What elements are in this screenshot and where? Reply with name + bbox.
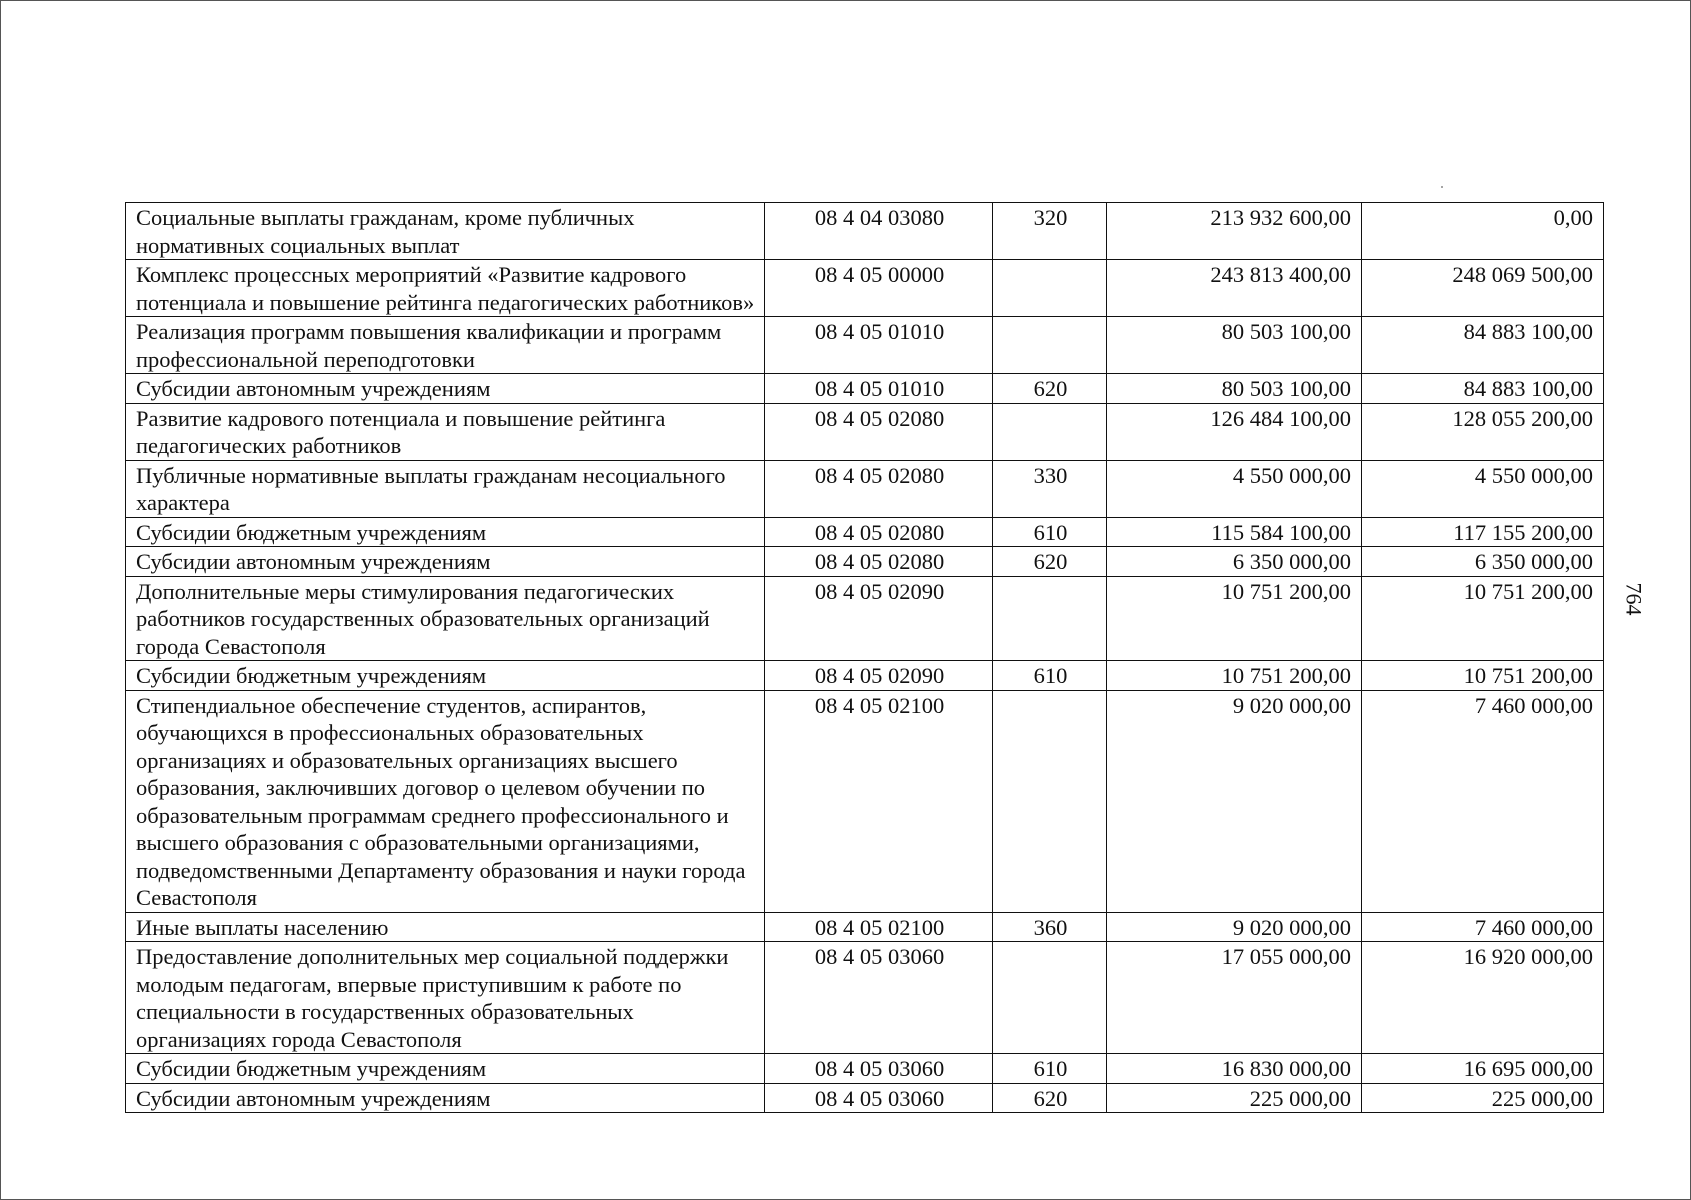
target-code: 08 4 05 02100	[765, 690, 993, 912]
expense-type-code	[993, 317, 1107, 374]
expense-type-code: 610	[993, 1054, 1107, 1084]
line-item-name: Субсидии автономным учреждениям	[126, 547, 765, 577]
line-item-name: Субсидии бюджетным учреждениям	[126, 517, 765, 547]
table-body	[126, 203, 1604, 1113]
amount-year-1: 6 350 000,00	[1107, 547, 1362, 577]
expense-type-code	[993, 690, 1107, 912]
expense-type-code	[993, 576, 1107, 661]
amount-year-1: 10 751 200,00	[1107, 576, 1362, 661]
amount-year-2: 248 069 500,00	[1362, 260, 1604, 317]
line-item-name: Реализация программ повышения квалификации и программ профессиональной переподготовки	[126, 317, 765, 374]
amount-year-2: 225 000,00	[1362, 1083, 1604, 1113]
table-row	[126, 517, 1604, 547]
page-number: 764	[1621, 582, 1647, 616]
amount-year-2: 117 155 200,00	[1362, 517, 1604, 547]
amount-year-2: 16 695 000,00	[1362, 1054, 1604, 1084]
amount-year-1: 16 830 000,00	[1107, 1054, 1362, 1084]
amount-year-2: 10 751 200,00	[1362, 661, 1604, 691]
target-code: 08 4 05 02080	[765, 517, 993, 547]
amount-year-1: 126 484 100,00	[1107, 403, 1362, 460]
expense-type-code: 620	[993, 547, 1107, 577]
target-code: 08 4 05 03060	[765, 1083, 993, 1113]
table-row	[126, 203, 1604, 260]
target-code: 08 4 05 02080	[765, 547, 993, 577]
amount-year-2: 84 883 100,00	[1362, 317, 1604, 374]
expense-type-code: 360	[993, 912, 1107, 942]
amount-year-2: 84 883 100,00	[1362, 374, 1604, 404]
amount-year-1: 115 584 100,00	[1107, 517, 1362, 547]
table-row	[126, 403, 1604, 460]
line-item-name: Социальные выплаты гражданам, кроме публичных нормативных социальных выплат	[126, 203, 765, 260]
target-code: 08 4 04 03080	[765, 203, 993, 260]
amount-year-2: 10 751 200,00	[1362, 576, 1604, 661]
target-code: 08 4 05 01010	[765, 374, 993, 404]
target-code: 08 4 05 02080	[765, 403, 993, 460]
table-row	[126, 661, 1604, 691]
table-row	[126, 547, 1604, 577]
target-code: 08 4 05 03060	[765, 1054, 993, 1084]
table-row	[126, 1054, 1604, 1084]
table-row	[126, 912, 1604, 942]
target-code: 08 4 05 00000	[765, 260, 993, 317]
table-row	[126, 260, 1604, 317]
amount-year-1: 80 503 100,00	[1107, 374, 1362, 404]
amount-year-2: 128 055 200,00	[1362, 403, 1604, 460]
expense-type-code: 620	[993, 1083, 1107, 1113]
amount-year-2: 6 350 000,00	[1362, 547, 1604, 577]
amount-year-1: 213 932 600,00	[1107, 203, 1362, 260]
table-row	[126, 317, 1604, 374]
expense-type-code: 330	[993, 460, 1107, 517]
target-code: 08 4 05 02100	[765, 912, 993, 942]
amount-year-1: 243 813 400,00	[1107, 260, 1362, 317]
table-row	[126, 374, 1604, 404]
amount-year-2: 4 550 000,00	[1362, 460, 1604, 517]
line-item-name: Субсидии бюджетным учреждениям	[126, 661, 765, 691]
expense-type-code	[993, 942, 1107, 1054]
line-item-name: Предоставление дополнительных мер социальной поддержки молодым педагогам, впервые приступившим к работе по специальности в государственных образовательных организациях города Севастополя	[126, 942, 765, 1054]
line-item-name: Комплекс процессных мероприятий «Развитие кадрового потенциала и повышение рейтинга педагогических работников»	[126, 260, 765, 317]
expense-type-code	[993, 403, 1107, 460]
amount-year-2: 0,00	[1362, 203, 1604, 260]
target-code: 08 4 05 03060	[765, 942, 993, 1054]
amount-year-2: 7 460 000,00	[1362, 912, 1604, 942]
amount-year-1: 17 055 000,00	[1107, 942, 1362, 1054]
line-item-name: Субсидии автономным учреждениям	[126, 374, 765, 404]
target-code: 08 4 05 01010	[765, 317, 993, 374]
table-row	[126, 942, 1604, 1054]
amount-year-2: 16 920 000,00	[1362, 942, 1604, 1054]
line-item-name: Субсидии бюджетным учреждениям	[126, 1054, 765, 1084]
line-item-name: Иные выплаты населению	[126, 912, 765, 942]
amount-year-1: 80 503 100,00	[1107, 317, 1362, 374]
amount-year-1: 225 000,00	[1107, 1083, 1362, 1113]
budget-table	[125, 202, 1604, 1113]
expense-type-code: 620	[993, 374, 1107, 404]
amount-year-2: 7 460 000,00	[1362, 690, 1604, 912]
line-item-name: Развитие кадрового потенциала и повышение рейтинга педагогических работников	[126, 403, 765, 460]
expense-type-code: 610	[993, 661, 1107, 691]
table-row	[126, 460, 1604, 517]
line-item-name: Публичные нормативные выплаты гражданам несоциального характера	[126, 460, 765, 517]
amount-year-1: 10 751 200,00	[1107, 661, 1362, 691]
scan-speck	[1441, 186, 1443, 188]
target-code: 08 4 05 02080	[765, 460, 993, 517]
table-row	[126, 1083, 1604, 1113]
expense-type-code: 320	[993, 203, 1107, 260]
target-code: 08 4 05 02090	[765, 661, 993, 691]
expense-type-code: 610	[993, 517, 1107, 547]
line-item-name: Стипендиальное обеспечение студентов, аспирантов, обучающихся в профессиональных образовательных организациях и образовательных организациях высшего образования, заключивших договор о целевом обучении по образовательным программам среднего профессионального и высшего образования с образовательными организациями, подведомственными Департаменту образования и науки города Севастополя	[126, 690, 765, 912]
amount-year-1: 4 550 000,00	[1107, 460, 1362, 517]
target-code: 08 4 05 02090	[765, 576, 993, 661]
table-row	[126, 576, 1604, 661]
amount-year-1: 9 020 000,00	[1107, 912, 1362, 942]
table-row	[126, 690, 1604, 912]
line-item-name: Дополнительные меры стимулирования педагогических работников государственных образовательных организаций города Севастополя	[126, 576, 765, 661]
amount-year-1: 9 020 000,00	[1107, 690, 1362, 912]
line-item-name: Субсидии автономным учреждениям	[126, 1083, 765, 1113]
expense-type-code	[993, 260, 1107, 317]
